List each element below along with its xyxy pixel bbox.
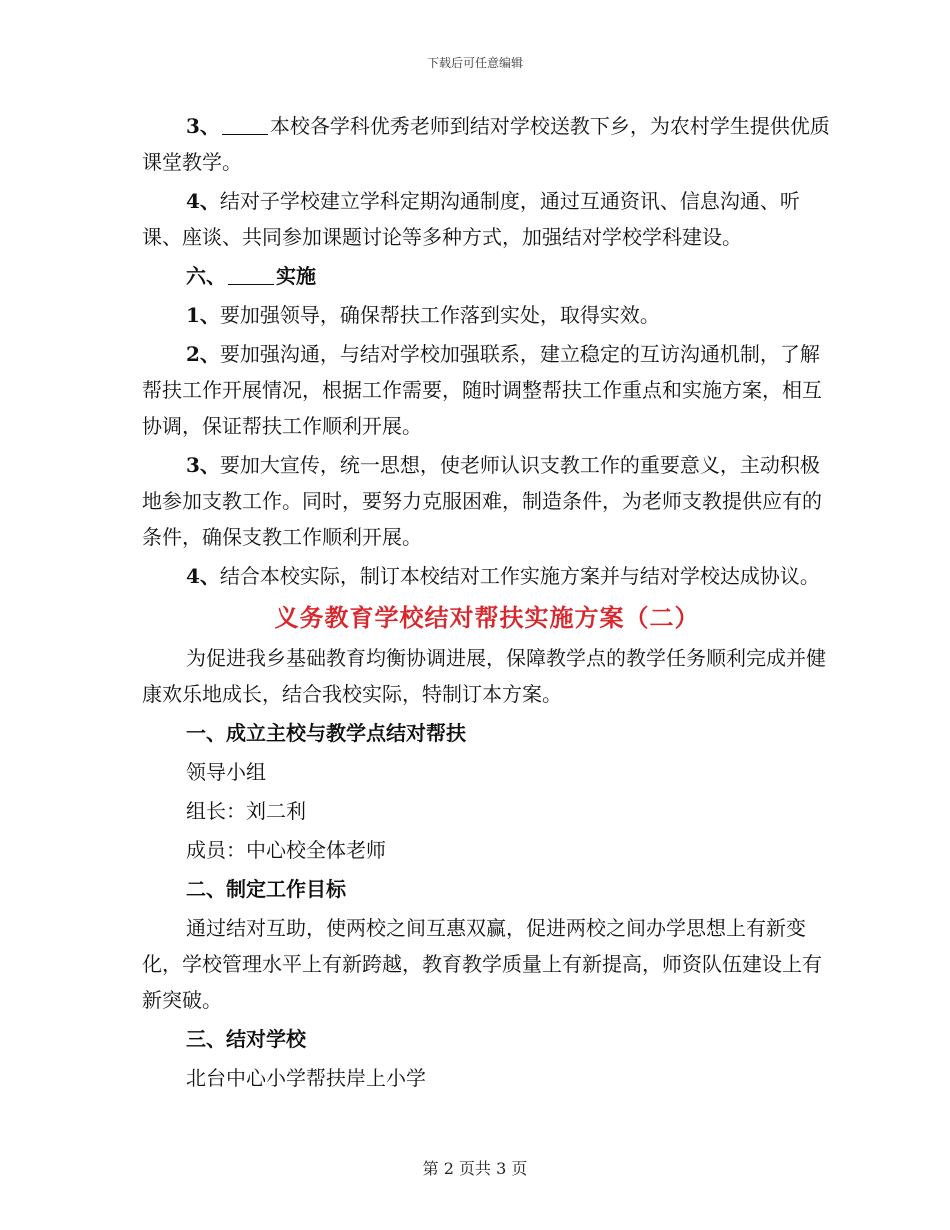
section-heading-1: 一、成立主校与教学点结对帮扶 (186, 721, 466, 745)
fill-blank (222, 112, 268, 135)
six-item-3 (142, 447, 832, 555)
item-text: 要加强沟通，与结对学校加强联系，建立稳定的互访沟通机制，了解帮扶工作开展情况，根据工作需要，随时调整帮扶工作重点和实施方案，相互协调，保证帮扶工作顺利开展。 (142, 342, 822, 438)
pair-schools: 北台中心小学帮扶岸上小学 (186, 1066, 426, 1090)
intro-paragraph: 为促进我乡基础教育均衡协调进展，保障教学点的教学任务顺利完成并健康欢乐地成长，结合我校实际，特制订本方案。 (142, 646, 826, 706)
document-title: 义务教育学校结对帮扶实施方案（二） (274, 603, 700, 632)
item-3-paragraph (142, 108, 832, 180)
leader-group-label: 领导小组 (186, 760, 266, 784)
item-number: 3、 (186, 114, 220, 138)
item-text: 结合本校实际，制订本校结对工作实施方案并与结对学校达成协议。 (219, 564, 820, 588)
heading-suffix: 实施 (276, 264, 316, 288)
six-item-4 (142, 558, 832, 594)
item-number: 2、 (186, 342, 220, 366)
item-text: 要加强领导，确保帮扶工作落到实处，取得实效。 (219, 303, 660, 327)
section-six-heading (142, 258, 832, 294)
page-header: 下载后可任意编辑 (426, 56, 523, 70)
six-item-1 (142, 297, 832, 333)
group-members: 成员：中心校全体老师 (186, 838, 386, 862)
document-body (142, 108, 832, 1096)
fill-blank (228, 262, 274, 285)
item-text: 结对子学校建立学科定期沟通制度，通过互通资讯、信息沟通、听课、座谈、共同参加课题讨论等多种方式，加强结对学校学科建设。 (142, 189, 800, 249)
item-text: 要加大宣传，统一思想，使老师认识支教工作的重要意义，主动积极地参加支教工作。同时，要努力克服困难，制造条件，为老师支教提供应有的条件，确保支教工作顺利开展。 (142, 453, 822, 549)
heading-prefix: 六、 (186, 264, 226, 288)
item-number: 4、 (186, 189, 220, 213)
goal-paragraph: 通过结对互助，使两校之间互惠双赢，促进两校之间办学思想上有新变化，学校管理水平上有新跨越，教育教学质量上有新提高，师资队伍建设上有新突破。 (142, 916, 822, 1012)
section-heading-2: 二、制定工作目标 (186, 877, 346, 901)
item-number: 1、 (186, 303, 220, 327)
six-item-2 (142, 336, 832, 444)
item-text: 本校各学科优秀老师到结对学校送教下乡，为农村学生提供优质课堂教学。 (142, 114, 830, 174)
item-number: 3、 (186, 453, 220, 477)
page-footer: 第 2 页共 3 页 (422, 1159, 528, 1178)
item-4-paragraph (142, 183, 832, 255)
group-leader: 组长：刘二利 (186, 799, 306, 823)
item-number: 4、 (186, 564, 220, 588)
section-heading-3: 三、结对学校 (186, 1027, 306, 1051)
